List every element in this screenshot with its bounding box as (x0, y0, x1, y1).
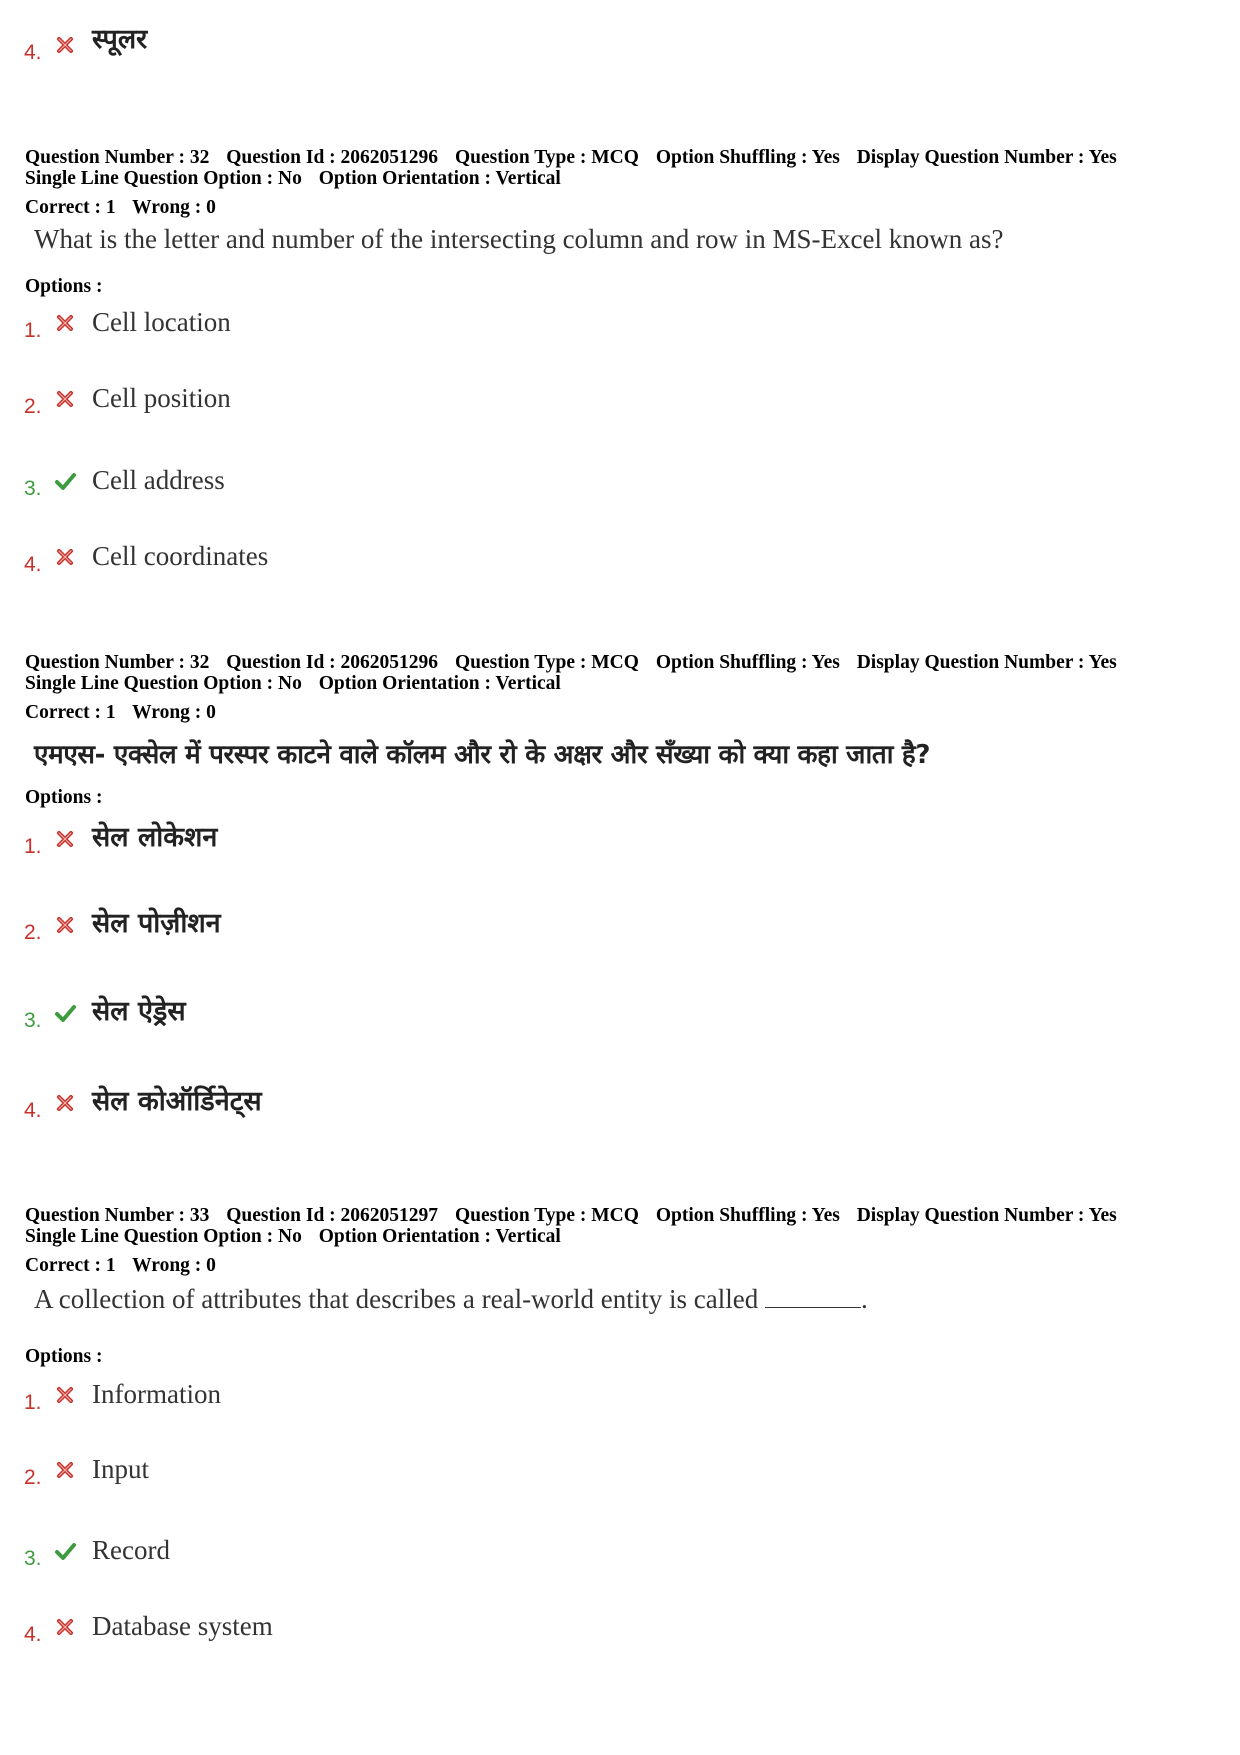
option-text: Input (92, 1454, 149, 1484)
option-number: 1. (24, 319, 42, 342)
question-id: Question Id : 2062051296 (226, 147, 439, 168)
option-orientation: Option Orientation : Vertical (318, 168, 561, 189)
question-meta-line-2 (25, 673, 573, 694)
question-type: Question Type : MCQ (454, 147, 639, 168)
wrong-marks: Wrong : 0 (132, 702, 216, 723)
option-number: 3. (24, 1009, 42, 1032)
option-number: 4. (24, 41, 42, 64)
question-text-suffix: . (861, 1284, 868, 1314)
option-text: सेल लोकेशन (92, 822, 218, 853)
option-text: Cell coordinates (92, 541, 269, 571)
option-text: स्पूलर (92, 24, 148, 55)
option-shuffling: Option Shuffling : Yes (655, 1205, 840, 1226)
single-line-option: Single Line Question Option : No (25, 168, 302, 189)
option-text: Record (92, 1535, 170, 1565)
option-text: Cell location (92, 307, 231, 337)
marks-line (25, 197, 228, 218)
option-text: Cell position (92, 383, 231, 413)
question-text: एमएस- एक्सेल में परस्पर काटने वाले कॉलम और रो के अक्षर और सँख्या को क्या कहा जाता है? (34, 740, 931, 770)
option-number: 1. (24, 835, 42, 858)
option-orientation: Option Orientation : Vertical (318, 673, 561, 694)
option-number: 3. (24, 1547, 42, 1570)
check-icon (54, 470, 76, 492)
correct-marks: Correct : 1 (25, 197, 116, 218)
option-text: Database system (92, 1611, 273, 1641)
single-line-option: Single Line Question Option : No (25, 673, 302, 694)
option-text: सेल कोऑर्डिनेट्स (92, 1086, 262, 1117)
option-number: 2. (24, 921, 42, 944)
single-line-option: Single Line Question Option : No (25, 1226, 302, 1247)
cross-icon (54, 34, 76, 56)
options-label: Options : (25, 787, 103, 808)
option-number: 2. (24, 1466, 42, 1489)
question-type: Question Type : MCQ (454, 1205, 639, 1226)
cross-icon (54, 312, 76, 334)
options-label: Options : (25, 276, 103, 297)
cross-icon (54, 1616, 76, 1638)
option-number: 2. (24, 395, 42, 418)
options-label: Options : (25, 1346, 103, 1367)
question-meta-line-1 (25, 1205, 1129, 1226)
cross-icon (54, 388, 76, 410)
question-text (34, 1283, 868, 1315)
question-meta-line-1 (25, 147, 1129, 168)
correct-marks: Correct : 1 (25, 1255, 116, 1276)
display-question-number: Display Question Number : Yes (856, 1205, 1117, 1226)
option-text: Information (92, 1379, 221, 1409)
wrong-marks: Wrong : 0 (132, 1255, 216, 1276)
option-number: 4. (24, 1623, 42, 1646)
wrong-marks: Wrong : 0 (132, 197, 216, 218)
fill-in-blank (765, 1283, 861, 1308)
question-text-main: A collection of attributes that describes a real-world entity is called (34, 1284, 759, 1314)
cross-icon (54, 546, 76, 568)
option-text: सेल ऐड्रेस (92, 996, 186, 1027)
check-icon (54, 1540, 76, 1562)
cross-icon (54, 914, 76, 936)
option-shuffling: Option Shuffling : Yes (655, 652, 840, 673)
question-number: Question Number : 32 (25, 147, 210, 168)
question-number: Question Number : 32 (25, 652, 210, 673)
question-meta-line-2 (25, 1226, 573, 1247)
display-question-number: Display Question Number : Yes (856, 652, 1117, 673)
question-id: Question Id : 2062051296 (226, 652, 439, 673)
option-number: 4. (24, 553, 42, 576)
question-meta-line-1 (25, 652, 1129, 673)
option-orientation: Option Orientation : Vertical (318, 1226, 561, 1247)
question-number: Question Number : 33 (25, 1205, 210, 1226)
cross-icon (54, 1459, 76, 1481)
cross-icon (54, 1092, 76, 1114)
display-question-number: Display Question Number : Yes (856, 147, 1117, 168)
option-number: 1. (24, 1391, 42, 1414)
option-text: सेल पोज़ीशन (92, 908, 221, 939)
question-id: Question Id : 2062051297 (226, 1205, 439, 1226)
cross-icon (54, 1384, 76, 1406)
question-meta-line-2 (25, 168, 573, 189)
marks-line (25, 702, 228, 723)
correct-marks: Correct : 1 (25, 702, 116, 723)
option-text: Cell address (92, 465, 225, 495)
option-shuffling: Option Shuffling : Yes (655, 147, 840, 168)
cross-icon (54, 828, 76, 850)
option-number: 3. (24, 477, 42, 500)
check-icon (54, 1002, 76, 1024)
option-number: 4. (24, 1099, 42, 1122)
question-type: Question Type : MCQ (454, 652, 639, 673)
question-text: What is the letter and number of the intersecting column and row in MS-Excel known as? (34, 224, 1004, 254)
marks-line (25, 1255, 228, 1276)
